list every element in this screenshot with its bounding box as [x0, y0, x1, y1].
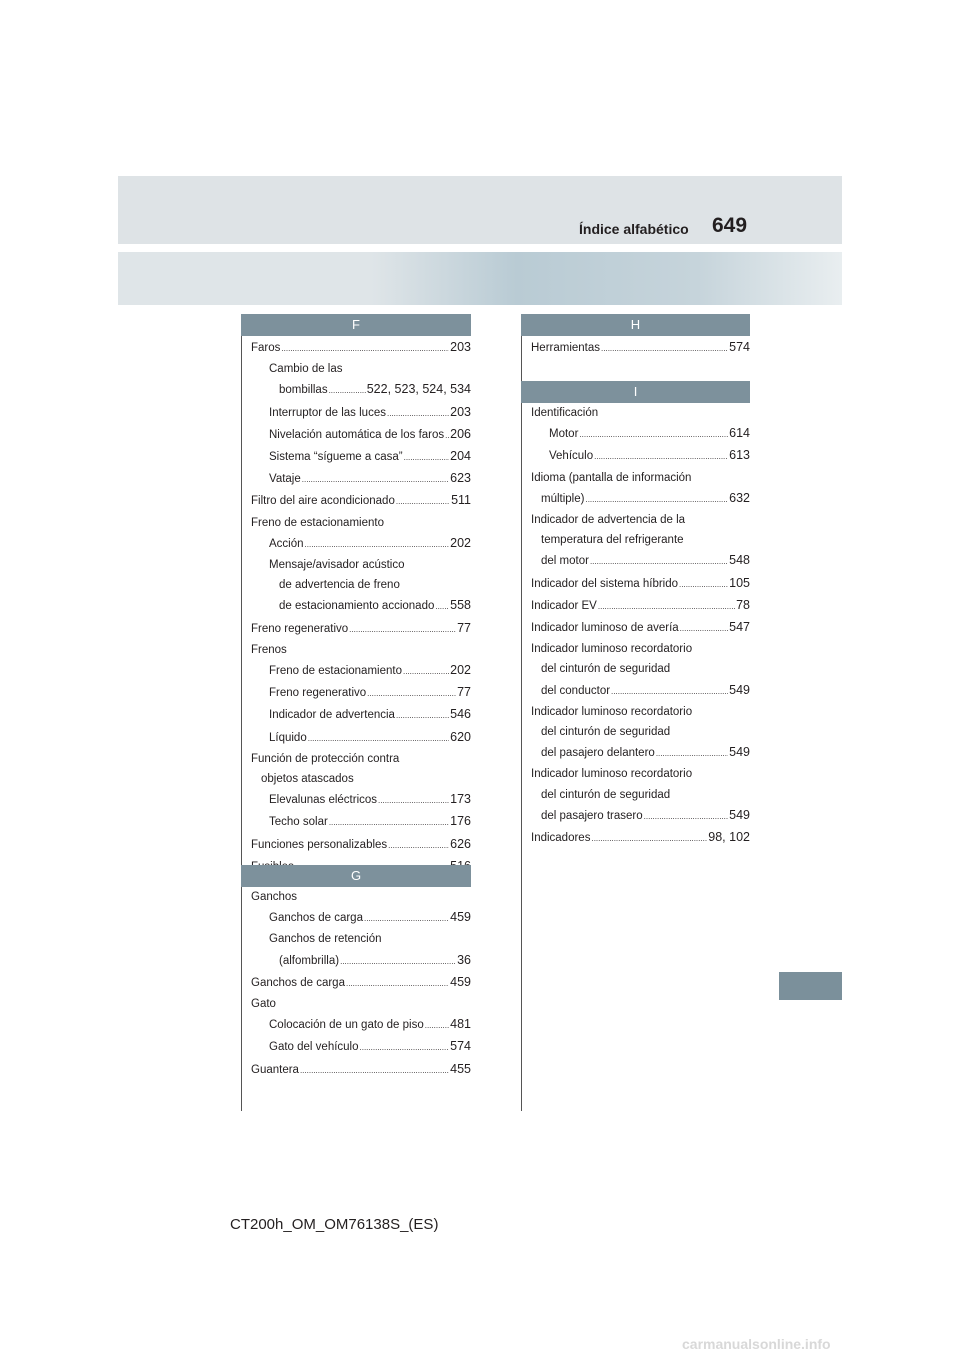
index-entry: [531, 403, 750, 423]
index-entry-term: del pasajero trasero: [541, 809, 643, 822]
index-entry: [251, 789, 471, 811]
index-entry: [251, 337, 471, 359]
leader-dots: [404, 448, 450, 468]
index-entry-term: Freno de estacionamiento: [269, 665, 402, 678]
leader-dots: [590, 552, 728, 572]
index-list-i: [531, 403, 750, 849]
index-entry-page[interactable]: 77: [457, 620, 471, 635]
index-entry-term: Gato: [251, 998, 276, 1011]
leader-dots: [302, 470, 449, 490]
index-entry: [251, 950, 471, 972]
leader-dots: [579, 425, 728, 445]
index-entry: [251, 749, 471, 769]
index-entry-page[interactable]: 459: [450, 910, 471, 925]
index-entry-page[interactable]: 78: [736, 597, 750, 612]
index-entry: [531, 573, 750, 595]
index-entry-term: Ganchos de retención: [269, 933, 382, 946]
index-entry-term: Nivelación automática de los faros: [269, 428, 445, 441]
index-entry-page[interactable]: 626: [450, 836, 471, 851]
index-entry-term: Acción: [269, 537, 304, 550]
index-entry: [251, 660, 471, 682]
index-entry-term: Cambio de las: [269, 363, 343, 376]
index-entry-page[interactable]: 77: [457, 685, 471, 700]
index-entry: [531, 530, 750, 550]
index-entry-page[interactable]: 481: [450, 1017, 471, 1032]
index-entry-page[interactable]: 204: [450, 449, 471, 464]
index-entry: [531, 785, 750, 805]
leader-dots: [435, 597, 449, 617]
index-list-f: [251, 337, 471, 878]
index-entry: [251, 402, 471, 424]
leader-dots: [388, 836, 449, 856]
leader-dots: [329, 381, 366, 401]
index-entry-term: Idioma (pantalla de información: [531, 471, 692, 484]
index-entry-term: temperatura del refrigerante: [541, 534, 684, 547]
index-entry: [531, 617, 750, 639]
index-entry-page[interactable]: 574: [450, 1039, 471, 1054]
index-entry-term: Ganchos de carga: [251, 976, 345, 989]
index-entry: [251, 640, 471, 660]
index-entry: [251, 513, 471, 533]
index-entry-page[interactable]: 98, 102: [708, 830, 750, 845]
index-entry: [251, 972, 471, 994]
leader-dots: [396, 492, 450, 512]
section-header-i: I: [521, 381, 750, 403]
index-entry: [251, 555, 471, 575]
page-title: Índice alfabético: [579, 221, 689, 237]
index-entry-term: Herramientas: [531, 342, 601, 354]
index-entry: [251, 1036, 471, 1058]
index-entry-page[interactable]: 522, 523, 524, 534: [366, 382, 471, 397]
leader-dots: [349, 620, 456, 640]
index-entry-term: Indicadores: [531, 832, 591, 845]
section-side-tab: [779, 972, 842, 1000]
leader-dots: [387, 404, 449, 424]
decorative-gradient-band: [118, 252, 842, 305]
index-entry-term: Ganchos: [251, 891, 298, 903]
index-entry-page[interactable]: 632: [729, 490, 750, 505]
index-entry-page[interactable]: 202: [450, 663, 471, 678]
index-entry: [251, 379, 471, 401]
index-entry-term: del conductor: [541, 684, 611, 697]
index-entry: [531, 805, 750, 827]
leader-dots: [281, 339, 449, 359]
index-entry-page[interactable]: 549: [729, 682, 750, 697]
index-entry: [531, 659, 750, 679]
index-entry-term: Filtro del aire acondicionado: [251, 495, 395, 508]
index-entry-page[interactable]: 549: [729, 745, 750, 760]
index-entry-term: (alfombrilla): [279, 954, 340, 967]
leader-dots: [594, 447, 728, 467]
index-entry: [251, 907, 471, 929]
index-entry: [251, 727, 471, 749]
index-entry-term: Faros: [251, 342, 281, 354]
leader-dots: [305, 535, 450, 555]
index-entry-term: bombillas: [279, 384, 328, 397]
index-entry: [251, 769, 471, 789]
index-entry-page[interactable]: 574: [729, 340, 750, 354]
index-entry-term: del cinturón de seguridad: [541, 663, 671, 676]
index-entry: [531, 702, 750, 722]
section-header-g: G: [241, 865, 471, 887]
index-entry: [251, 468, 471, 490]
index-entry-page[interactable]: 36: [457, 952, 471, 967]
index-entry-page[interactable]: 613: [729, 448, 750, 463]
index-entry-term: objetos atascados: [261, 773, 354, 786]
index-entry-term: Techo solar: [269, 816, 328, 829]
section-header-h: H: [521, 314, 750, 336]
index-entry-page[interactable]: 455: [450, 1061, 471, 1076]
index-entry-term: Motor: [549, 428, 579, 441]
index-entry: [531, 742, 750, 764]
index-entry-page[interactable]: 614: [729, 426, 750, 441]
watermark: carmanualsonline.info: [682, 1336, 831, 1352]
leader-dots: [360, 1038, 450, 1058]
index-entry-page[interactable]: 549: [729, 807, 750, 822]
index-entry-term: Líquido: [269, 731, 307, 744]
index-entry-term: del pasajero delantero: [541, 747, 655, 760]
index-entry: [251, 595, 471, 617]
index-entry-term: Identificación: [531, 407, 599, 419]
leader-dots: [445, 426, 449, 446]
index-entry-term: Sistema “sígueme a casa”: [269, 451, 403, 464]
leader-dots: [611, 682, 728, 702]
index-entry: [531, 639, 750, 659]
index-entry-page[interactable]: 202: [450, 535, 471, 550]
section-header-f: F: [241, 314, 471, 336]
index-entry-page[interactable]: 105: [729, 575, 750, 590]
index-entry-term: del cinturón de seguridad: [541, 788, 671, 801]
index-entry-page[interactable]: 203: [450, 340, 471, 354]
index-entry-page[interactable]: 459: [450, 974, 471, 989]
index-entry-page[interactable]: 173: [450, 792, 471, 807]
column-divider-middle: [521, 336, 522, 1111]
index-list-h: [531, 337, 750, 359]
leader-dots: [396, 706, 449, 726]
index-entry-page[interactable]: 203: [450, 404, 471, 419]
index-entry: [251, 994, 471, 1014]
index-entry-term: Freno de estacionamiento: [251, 516, 384, 529]
index-entry: [251, 359, 471, 379]
index-entry-term: Indicador EV: [531, 599, 597, 612]
index-entry-page[interactable]: 206: [450, 426, 471, 441]
index-entry: [251, 811, 471, 833]
index-entry-page[interactable]: 547: [729, 620, 750, 635]
index-entry-term: Función de protección contra: [251, 752, 400, 765]
index-entry-page[interactable]: 623: [450, 471, 471, 486]
index-entry-term: Indicador luminoso recordatorio: [531, 768, 693, 781]
index-entry-term: Indicador de advertencia de la: [531, 514, 686, 527]
index-entry: [251, 618, 471, 640]
index-entry-term: Mensaje/avisador acústico: [269, 559, 405, 572]
index-entry-term: Freno regenerativo: [251, 622, 349, 635]
index-entry: [251, 929, 471, 949]
leader-dots: [340, 952, 456, 972]
leader-dots: [364, 909, 449, 929]
index-entry-term: Funciones personalizables: [251, 838, 388, 851]
index-entry-page[interactable]: 548: [729, 553, 750, 568]
index-entry-page[interactable]: 558: [450, 598, 471, 613]
index-entry: [531, 423, 750, 445]
index-entry: [251, 1014, 471, 1036]
index-entry: [531, 445, 750, 467]
index-entry-term: Indicador de advertencia: [269, 709, 395, 722]
leader-dots: [598, 597, 735, 617]
index-entry-term: Indicador luminoso de avería: [531, 622, 679, 635]
index-entry: [531, 468, 750, 488]
page-number: 649: [712, 214, 748, 237]
index-entry-term: Guantera: [251, 1063, 299, 1076]
index-entry: [251, 446, 471, 468]
index-entry-term: Ganchos de carga: [269, 912, 363, 925]
index-entry-term: del motor: [541, 555, 589, 568]
leader-dots: [591, 829, 707, 849]
index-entry-page[interactable]: 176: [450, 814, 471, 829]
index-entry-term: Freno regenerativo: [269, 687, 367, 700]
index-entry: [531, 550, 750, 572]
column-divider-left: [241, 336, 242, 1111]
index-entry-term: del cinturón de seguridad: [541, 726, 671, 739]
index-entry-term: Indicador del sistema híbrido: [531, 577, 679, 590]
index-entry: [531, 337, 750, 359]
leader-dots: [656, 744, 728, 764]
leader-dots: [425, 1016, 449, 1036]
index-entry-term: Frenos: [251, 643, 287, 656]
leader-dots: [601, 339, 728, 359]
index-entry: [531, 680, 750, 702]
index-entry: [531, 488, 750, 510]
document-code-footer: CT200h_OM_OM76138S_(ES): [230, 1216, 439, 1233]
index-entry: [531, 827, 750, 849]
index-entry: [251, 834, 471, 856]
index-entry-page[interactable]: 620: [450, 729, 471, 744]
leader-dots: [680, 619, 728, 639]
leader-dots: [644, 807, 728, 827]
leader-dots: [329, 813, 449, 833]
index-entry: [531, 764, 750, 784]
leader-dots: [378, 791, 449, 811]
index-entry: [251, 887, 471, 907]
index-entry: [531, 595, 750, 617]
leader-dots: [346, 974, 449, 994]
index-entry: [531, 510, 750, 530]
index-entry-term: múltiple): [541, 492, 585, 505]
leader-dots: [403, 662, 449, 682]
index-entry-page[interactable]: 546: [450, 707, 471, 722]
index-entry-term: de estacionamiento accionado: [279, 600, 435, 613]
index-entry-term: Indicador luminoso recordatorio: [531, 643, 693, 656]
index-entry: [251, 682, 471, 704]
index-entry-term: Indicador luminoso recordatorio: [531, 705, 693, 718]
index-entry: [251, 424, 471, 446]
index-entry-term: de advertencia de freno: [279, 579, 400, 592]
index-entry: [251, 1059, 471, 1081]
index-entry-term: Colocación de un gato de piso: [269, 1019, 424, 1032]
index-entry-term: Elevalunas eléctricos: [269, 794, 378, 807]
leader-dots: [585, 490, 728, 510]
index-entry: [251, 704, 471, 726]
leader-dots: [679, 575, 728, 595]
leader-dots: [308, 729, 449, 749]
leader-dots: [367, 684, 456, 704]
index-entry: [531, 722, 750, 742]
index-entry-term: Vehículo: [549, 450, 594, 463]
index-entry-page[interactable]: 511: [451, 493, 471, 508]
index-entry: [251, 490, 471, 512]
index-entry: [251, 533, 471, 555]
index-entry-term: Interruptor de las luces: [269, 406, 386, 419]
index-entry-term: Gato del vehículo: [269, 1041, 359, 1054]
index-entry: [251, 575, 471, 595]
index-entry-term: Vataje: [269, 473, 301, 486]
index-list-g: [251, 887, 471, 1081]
leader-dots: [300, 1061, 449, 1081]
